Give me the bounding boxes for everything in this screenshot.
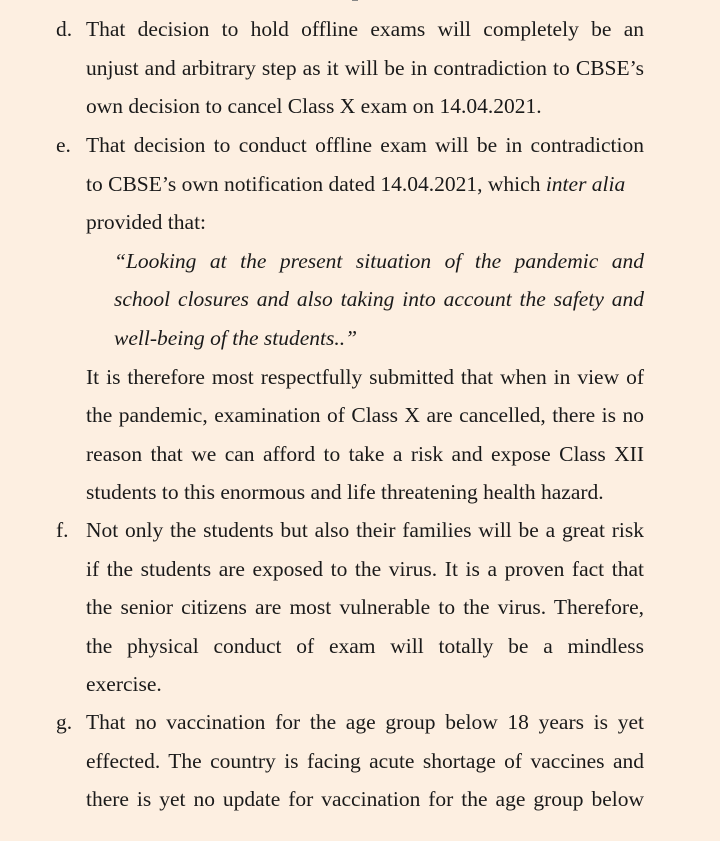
continuation-line-1: It is therefore most respectfully submitted that when in view of xyxy=(86,365,644,389)
page-edge-mark xyxy=(352,0,358,1)
item-marker-e: e. xyxy=(56,133,71,157)
quote-line-1: “Looking at the present situation of the pandemic and xyxy=(114,249,644,273)
item-g-line-1: That no vaccination for the age group below 18 years is yet xyxy=(86,710,644,734)
item-marker-f: f. xyxy=(56,518,69,542)
item-marker-g: g. xyxy=(56,710,73,734)
continuation-line-3: reason that we can afford to take a risk and expose Class XII xyxy=(86,442,644,466)
item-g-line-3: there is yet no update for vaccination for the age group below xyxy=(86,787,644,811)
item-e-line-3: provided that: xyxy=(86,210,207,234)
quote-line-2: school closures and also taking into account the safety and xyxy=(114,287,644,311)
continuation-line-2: the pandemic, examination of Class X are cancelled, there is no xyxy=(86,403,644,427)
item-f-line-2: if the students are exposed to the virus. It is a proven fact that xyxy=(86,557,644,581)
item-d-line-2: unjust and arbitrary step as it will be in contradiction to CBSE’s xyxy=(86,56,644,80)
item-d-line-3: own decision to cancel Class X exam on 14.04.2021. xyxy=(86,94,542,118)
item-e-line-2 xyxy=(86,171,644,197)
item-f-line-5: exercise. xyxy=(86,672,162,696)
item-e-line-1: That decision to conduct offline exam will be in contradiction xyxy=(86,133,644,157)
item-f-line-3: the senior citizens are most vulnerable to the virus. Therefore, xyxy=(86,595,644,619)
quote-line-3: well-being of the students..” xyxy=(114,326,358,350)
item-d-line-1: That decision to hold offline exams will completely be an xyxy=(86,17,644,41)
item-f-line-4: the physical conduct of exam will totally be a mindless xyxy=(86,634,644,658)
item-f-line-1: Not only the students but also their families will be a great risk xyxy=(86,518,644,542)
italic-phrase: inter alia xyxy=(545,172,626,196)
continuation-line-4: students to this enormous and life threatening health hazard. xyxy=(86,480,604,504)
item-g-line-2: effected. The country is facing acute shortage of vaccines and xyxy=(86,749,644,773)
item-e-line-2-text: to CBSE’s own notification dated 14.04.2021, which xyxy=(86,172,546,196)
item-marker-d: d. xyxy=(56,17,73,41)
